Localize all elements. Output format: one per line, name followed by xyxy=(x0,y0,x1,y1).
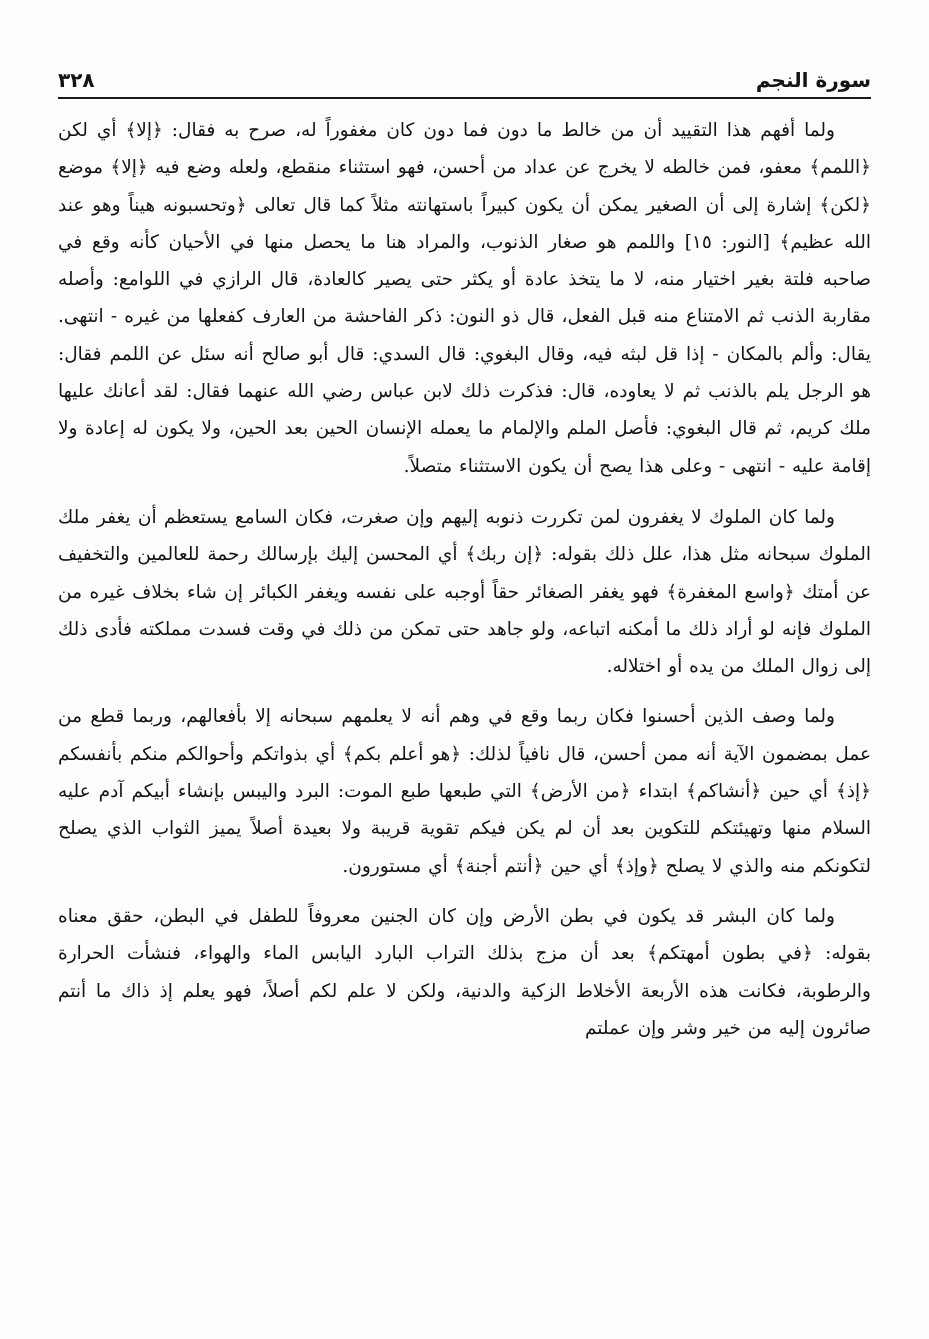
paragraph-a3lam-bikum: ولما وصف الذين أحسنوا فكان ربما وقع في وهم أنه لا يعلمهم سبحانه إلا بأفعالهم، وربما قطع من عمل بمضمون الآية أنه ممن أحسن، قال نافياً لذلك: ﴿هو أعلم بكم﴾ أي بذواتكم وأحوالكم منكم بأنفسكم ﴿إذ﴾ أي حين ﴿أنشاكم﴾ ابتداء ﴿من الأرض﴾ التي طبعها طبع الموت: البرد واليبس بإنشاء أبيكم آدم عليه السلام منها وتهيئتكم للتكوين بعد أن لم يكن فيكم تقوية قريبة ولا بعيدة أصلاً يميز الثواب الذي يصلح لتكونكم منه والذي لا يصلح ﴿وإذ﴾ أي حين ﴿أنتم أجنة﴾ أي مستورون. xyxy=(58,706,871,877)
paragraph-butun-ummahat: ولما كان البشر قد يكون في بطن الأرض وإن كان الجنين معروفاً للطفل في البطن، حقق معناه بقوله: ﴿في بطون أمهتكم﴾ بعد أن مزج بذلك التراب البارد اليابس الماء والهواء، فنشأت الحرارة والرطوبة، فكانت هذه الأربعة الأخلاط الزكية والدنية، ولكن لا علم لكم أصلاً، فهو يعلم إذ ذاك ما أنتم صائرون إليه من خير وشر وإن عملتم xyxy=(58,905,871,1039)
paragraph-maghfira: ولما كان الملوك لا يغفرون لمن تكررت ذنوبه إليهم وإن صغرت، فكان السامع يستعظم أن يغفر ملك الملوك سبحانه مثل هذا، علل ذلك بقوله: ﴿إن ربك﴾ أي المحسن إليك بإرسالك رحمة للعالمين والتخفيف عن أمتك ﴿واسع المغفرة﴾ فهو يغفر الصغائر حقاً أوجبه على نفسه ويغفر الكبائر إن شاء بخلاف غيره من الملوك فإنه لو أراد ذلك ما أمكنه اتباعه، ولو جاهد حتى تمكن من ذلك في وقت فسدت مملكته فأدى ذلك إلى زوال الملك من يده أو اختلاله. xyxy=(58,506,871,678)
surah-title: سورة النجم xyxy=(755,68,871,92)
header-divider xyxy=(58,97,871,99)
paragraph-lamam: ولما أفهم هذا التقييد أن من خالط ما دون فما دون كان مغفوراً له، صرح به فقال: ﴿إلا﴾ أي لكن ﴿اللمم﴾ معفو، فمن خالطه لا يخرج عن عداد من أحسن، فهو استثناء منقطع، ولعله وضع فيه ﴿إلا﴾ موضع ﴿لكن﴾ إشارة إلى أن الصغير يمكن أن يكون كبيراً باستهانته مثلاً كما قال تعالى ﴿وتحسبونه هيناً وهو عند الله عظيم﴾ [النور: ١٥] واللمم هو صغار الذنوب، والمراد هنا ما يحصل منها في الأحيان كأنه وقع في صاحبه فلتة بغير اختيار منه، لا ما يتخذ عادة أو يكثر حتى يصير كالعادة، قال الرازي في اللوامع: وأصله مقاربة الذنب ثم الامتناع منه قبل الفعل، قال ذو النون: ذكر الفاحشة من العارف كفعلها من غيره - انتهى. يقال: وألم بالمكان - إذا قل لبثه فيه، وقال البغوي: قال السدي: قال أبو صالح أنه سئل عن اللمم فقال: هو الرجل يلم بالذنب ثم لا يعاوده، قال: فذكرت ذلك لابن عباس رضي الله عنهما فقال: لقد أعانك عليها ملك كريم، ثم قال البغوي: فأصل الملم والإلمام ما يعمله الإنسان الحين بعد الحين، ولا يكون له إعادة ولا إقامة عليه - انتهى - وعلى هذا يصح أن يكون الاستثناء متصلاً. xyxy=(58,120,871,477)
page-body xyxy=(58,112,871,1329)
page-header xyxy=(58,62,871,92)
page-number: ٣٢٨ xyxy=(58,68,95,92)
